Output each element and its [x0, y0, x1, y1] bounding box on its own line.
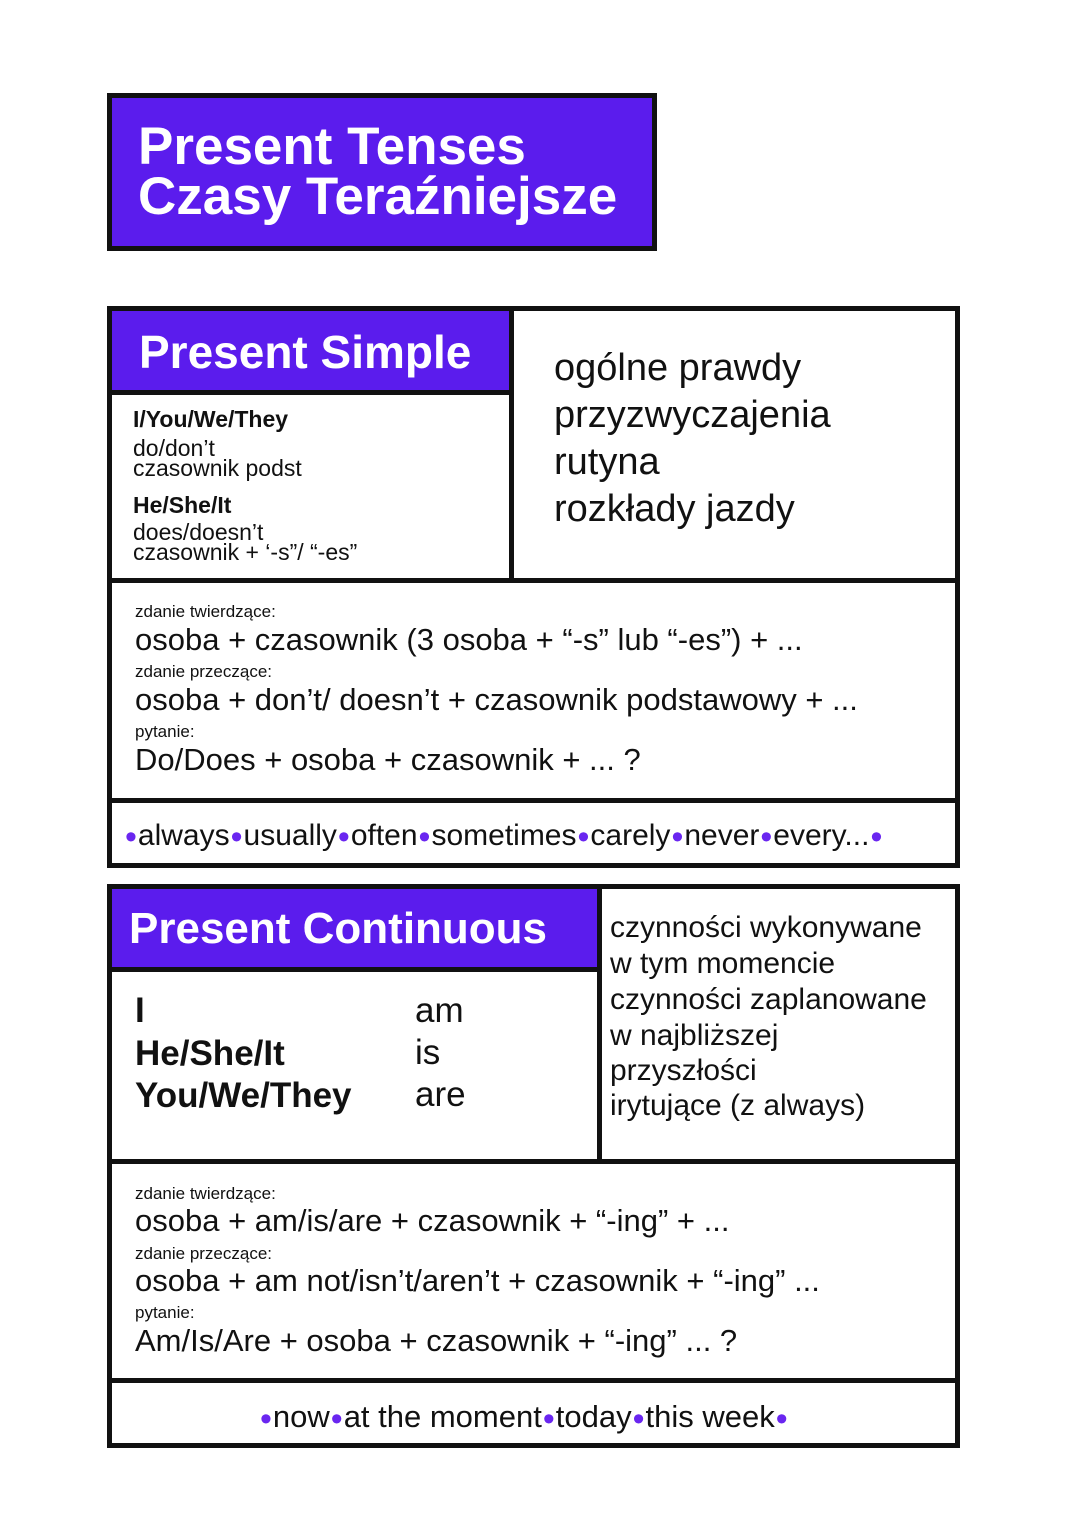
ps-adverb: always: [137, 819, 230, 852]
ps-use-2: przyzwyczajenia: [554, 394, 831, 436]
pc-verb-3: are: [415, 1075, 466, 1114]
bullet-dot: •: [330, 1400, 343, 1438]
pc-use-6: irytujące (z always): [610, 1089, 866, 1122]
pc-question: Am/Is/Are + osoba + czasownik + “-ing” ... ?: [135, 1323, 738, 1358]
ps-aux-singular: does/doesn’t: [133, 519, 264, 545]
bullet-dot: •: [230, 818, 243, 856]
bullet-dot: •: [775, 1400, 788, 1438]
present-simple-panel: [107, 306, 960, 868]
ps-adverbs-row: [124, 820, 883, 854]
bullet-dot: •: [870, 818, 883, 856]
bullet-dot: •: [577, 818, 590, 856]
ps-verb-singular: czasownik + ‘-s”/ “-es”: [133, 539, 358, 565]
ps-question-label: pytanie:: [135, 722, 195, 741]
pc-verb-2: is: [415, 1033, 441, 1072]
present-continuous-heading: Present Continuous: [112, 889, 597, 967]
ps-negative: osoba + don’t/ doesn’t + czasownik podstawowy + ...: [135, 682, 858, 717]
ps-negative-label: zdanie przeczące:: [135, 662, 273, 681]
page-title-box: [107, 93, 657, 251]
pc-use-2: w tym momencie: [610, 947, 836, 980]
pc-use-1: czynności wykonywane: [610, 911, 922, 944]
ps-adverb: every...: [773, 819, 870, 852]
pc-adverbs-row: [259, 1401, 789, 1436]
pc-negative-label: zdanie przeczące:: [135, 1244, 273, 1263]
pc-adverb: this week: [645, 1399, 775, 1434]
ps-adverb: often: [350, 819, 418, 852]
pc-use-5: przyszłości: [610, 1054, 757, 1087]
present-continuous-panel: [107, 884, 960, 1448]
pc-adverb: now: [272, 1399, 330, 1434]
bullet-dot: •: [760, 818, 773, 856]
ps-use-3: rutyna: [554, 441, 660, 483]
bullet-dot: •: [260, 1400, 272, 1438]
bullet-dot: •: [671, 818, 684, 856]
pc-subject-1: I: [135, 991, 145, 1030]
pc-use-3: czynności zaplanowane: [610, 983, 927, 1016]
pc-affirmative: osoba + am/is/are + czasownik + “-ing” + ...: [135, 1203, 730, 1238]
ps-use-4: rozkłady jazdy: [554, 488, 795, 530]
page-title: Present Tenses: [138, 117, 526, 176]
pc-subject-2: He/She/It: [135, 1034, 285, 1073]
bullet-dot: •: [125, 818, 137, 856]
ps-question: Do/Does + osoba + czasownik + ... ?: [135, 742, 641, 777]
ps-affirmative-label: zdanie twierdzące:: [135, 602, 276, 621]
present-simple-heading: Present Simple: [112, 311, 509, 390]
pc-affirmative-label: zdanie twierdzące:: [135, 1184, 276, 1203]
bullet-dot: •: [632, 1400, 645, 1438]
pc-negative: osoba + am not/isn’t/aren’t + czasownik + “-ing” ...: [135, 1263, 820, 1298]
pc-use-4: w najbliższej: [610, 1019, 779, 1052]
ps-adverb: sometimes: [431, 819, 577, 852]
pc-subject-3: You/We/They: [135, 1076, 352, 1115]
ps-aux-plural: do/don’t: [133, 435, 215, 461]
ps-subject-plural: I/You/We/They: [133, 406, 289, 432]
pc-adverb: at the moment: [343, 1399, 542, 1434]
ps-adverb: never: [684, 819, 760, 852]
ps-verb-plural: czasownik podst: [133, 455, 302, 481]
bullet-dot: •: [542, 1400, 555, 1438]
page-subtitle: Czasy Teraźniejsze: [138, 167, 618, 226]
pc-verb-1: am: [415, 991, 464, 1030]
ps-subject-singular: He/She/It: [133, 492, 232, 518]
pc-question-label: pytanie:: [135, 1303, 195, 1322]
bullet-dot: •: [337, 818, 350, 856]
ps-affirmative: osoba + czasownik (3 osoba + “-s” lub “-es”) + ...: [135, 622, 803, 657]
pc-adverb: today: [555, 1399, 632, 1434]
ps-adverb: carely: [590, 819, 671, 852]
ps-adverb: usually: [243, 819, 337, 852]
bullet-dot: •: [418, 818, 431, 856]
ps-use-1: ogólne prawdy: [554, 347, 802, 389]
